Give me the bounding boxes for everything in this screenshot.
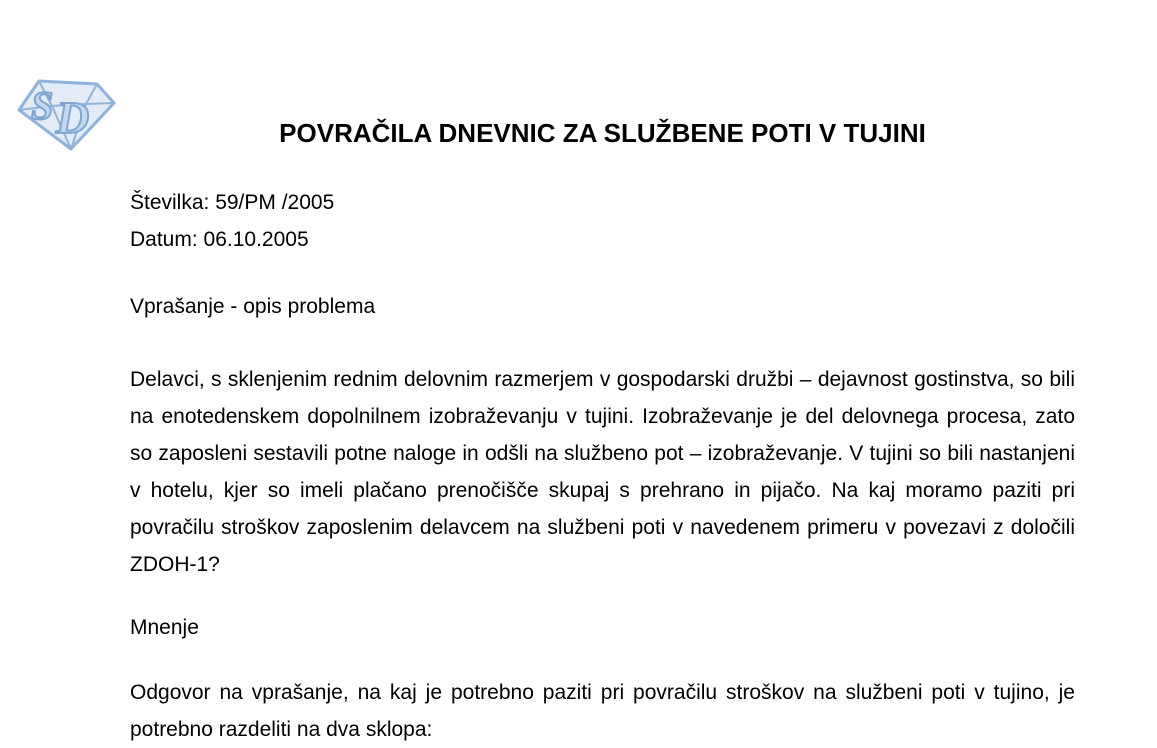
opinion-paragraph: Odgovor na vprašanje, na kaj je potrebno paziti pri povračilu stroškov na službeni poti v tujino, je potrebno razdeliti na dva sklopa: xyxy=(130,681,1075,741)
question-heading: Vprašanje - opis problema xyxy=(130,295,376,318)
sd-diamond-logo xyxy=(14,77,117,152)
document-number: Številka: 59/PM /2005 xyxy=(130,191,335,214)
document-meta xyxy=(130,184,1075,258)
document-title: POVRAČILA DNEVNIC ZA SLUŽBENE POTI V TUJINI xyxy=(279,118,926,148)
logo-letter-s: S xyxy=(31,83,54,128)
diamond-gem-icon xyxy=(14,77,117,152)
document-date: Datum: 06.10.2005 xyxy=(130,228,309,251)
question-paragraph: Delavci, s sklenjenim rednim delovnim razmerjem v gospodarski družbi – dejavnost gostinstva, so bili na enotedenskem dopolnilnem izobraževanju v tujini. Izobraževanje je del delovnega procesa, zato so zaposleni sestavili potne naloge in odšli na službeno pot – izobraževanje. V tujini so bili nastanjeni v hotelu, kjer so imeli plačano prenočišče skupaj s prehrano in pijačo. Na kaj moramo paziti pri povračilu stroškov zaposlenim delavcem na službeni poti v navedenem primeru v povezavi z določili ZDOH-1? xyxy=(130,368,1075,576)
opinion-heading: Mnenje xyxy=(130,616,199,639)
logo-letter-d: D xyxy=(56,92,90,143)
